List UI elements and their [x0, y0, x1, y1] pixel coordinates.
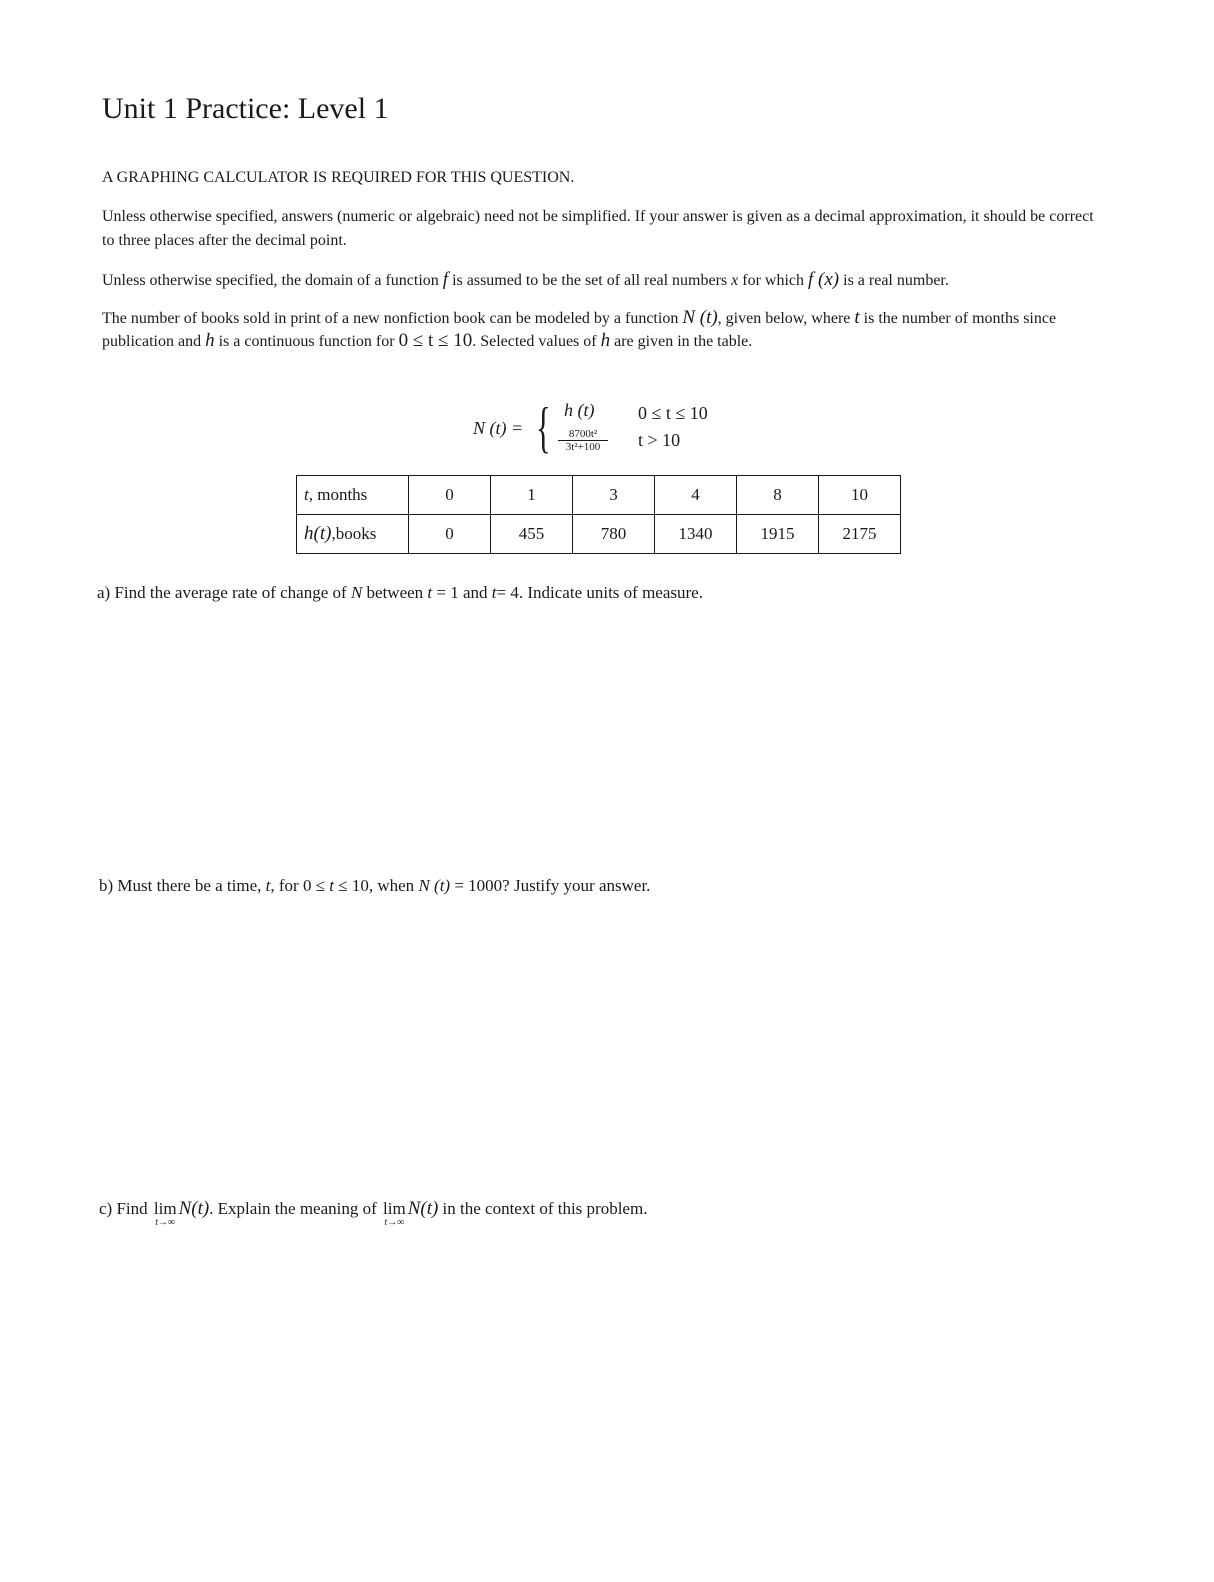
- header-var-h: h(t): [304, 523, 332, 544]
- limit-subscript-2: t→∞: [384, 1217, 405, 1228]
- problem-var-t: t: [854, 307, 860, 328]
- formula-condition-1: 0 ≤ t ≤ 10: [638, 403, 708, 423]
- table-row: [297, 515, 901, 554]
- table-cell: 1915: [737, 515, 819, 554]
- qb-var-t2: t: [329, 876, 335, 895]
- qb-fn-N: N (t): [418, 876, 451, 895]
- domain-f: f: [442, 269, 449, 290]
- limit-label: lim: [153, 1199, 177, 1218]
- fraction-numerator: 8700t²: [558, 428, 608, 441]
- question-a: [97, 583, 703, 603]
- qc-fn-N-2: N(t): [407, 1198, 439, 1219]
- table-header-h: [297, 515, 409, 554]
- qa-var-t2: t: [491, 583, 497, 602]
- problem-text-3: is the number of months since publication and: [102, 310, 1057, 350]
- table-cell: 780: [573, 515, 655, 554]
- simplify-instructions: Unless otherwise specified, answers (numeric or algebraic) need not be simplified. If your answer is given as a decimal approximation, it should be correct to three places after the decimal point.: [102, 208, 1094, 249]
- problem-text-2: , given below, where: [717, 310, 851, 327]
- qa-var-N: N: [350, 583, 363, 602]
- limit-label-2: lim: [383, 1199, 406, 1218]
- table-cell: 1340: [655, 515, 737, 554]
- table-cell: 0: [409, 476, 491, 515]
- domain-instructions: [102, 268, 1102, 293]
- qa-text-3: = 1 and: [436, 583, 488, 602]
- table-cell: 10: [819, 476, 901, 515]
- question-b: [99, 876, 650, 896]
- qa-text-2: between: [366, 583, 424, 602]
- limit-subscript: t→∞: [155, 1217, 176, 1228]
- qb-text-1: b) Must there be a time,: [99, 876, 262, 895]
- problem-var-h: h: [205, 330, 215, 351]
- calculator-note: A GRAPHING CALCULATOR IS REQUIRED FOR THIS QUESTION.: [102, 169, 575, 186]
- formula-lhs: N (t) =: [473, 418, 524, 438]
- qb-text-3: ≤ 10, when: [338, 876, 415, 895]
- fraction-denominator: 3t²+100: [565, 441, 601, 453]
- formula-case-1: h (t): [564, 400, 595, 420]
- piecewise-formula: [470, 398, 750, 464]
- table-cell: 3: [573, 476, 655, 515]
- qb-text-2: , for 0 ≤: [270, 876, 326, 895]
- table-cell: 1: [491, 476, 573, 515]
- page-title: Unit 1 Practice: Level 1: [102, 92, 389, 125]
- header-unit-months: , months: [308, 485, 368, 504]
- qa-var-t1: t: [427, 583, 433, 602]
- domain-text-4: is a real number.: [843, 272, 949, 289]
- domain-x: x: [731, 272, 739, 289]
- header-var-t: t: [304, 485, 309, 504]
- formula-condition-2: t > 10: [638, 430, 681, 450]
- domain-text-1: Unless otherwise specified, the domain of a function: [102, 272, 439, 289]
- limit-expression-2: [383, 1199, 406, 1228]
- domain-text-3: for which: [742, 272, 804, 289]
- table-row: [297, 476, 901, 515]
- header-unit-books: ,books: [331, 524, 377, 543]
- problem-text-1: The number of books sold in print of a new nonfiction book can be modeled by a function: [102, 310, 679, 327]
- qb-text-4: = 1000? Justify your answer.: [454, 876, 651, 895]
- qc-text-2: . Explain the meaning of: [209, 1199, 377, 1218]
- table-cell: 455: [491, 515, 573, 554]
- question-c: [99, 1198, 648, 1228]
- table-cell: 0: [409, 515, 491, 554]
- formula-case-2-fraction: [558, 428, 608, 453]
- qb-var-t1: t: [265, 876, 271, 895]
- qc-fn-N-1: N(t): [178, 1198, 210, 1219]
- values-table: [296, 475, 901, 554]
- qa-text-4: = 4. Indicate units of measure.: [496, 583, 703, 602]
- qc-text-3: in the context of this problem.: [442, 1199, 648, 1218]
- problem-text-6: are given in the table.: [614, 333, 753, 350]
- table-header-t: [297, 476, 409, 515]
- problem-text-5: . Selected values of: [472, 333, 597, 350]
- problem-inequality: 0 ≤ t ≤ 10: [398, 330, 473, 351]
- problem-statement: [102, 307, 1102, 353]
- limit-expression: [153, 1199, 177, 1228]
- domain-fx: f (x): [808, 269, 840, 290]
- qc-text-1: c) Find: [99, 1199, 148, 1218]
- problem-text-4: is a continuous function for: [218, 333, 395, 350]
- domain-text-2: is assumed to be the set of all real numbers: [452, 272, 728, 289]
- qa-text-1: a) Find the average rate of change of: [97, 583, 347, 602]
- table-cell: 4: [655, 476, 737, 515]
- problem-fn-N: N (t): [682, 307, 718, 328]
- table-cell: 2175: [819, 515, 901, 554]
- table-cell: 8: [737, 476, 819, 515]
- problem-var-h-2: h: [600, 330, 611, 351]
- left-brace-icon: {: [536, 397, 551, 459]
